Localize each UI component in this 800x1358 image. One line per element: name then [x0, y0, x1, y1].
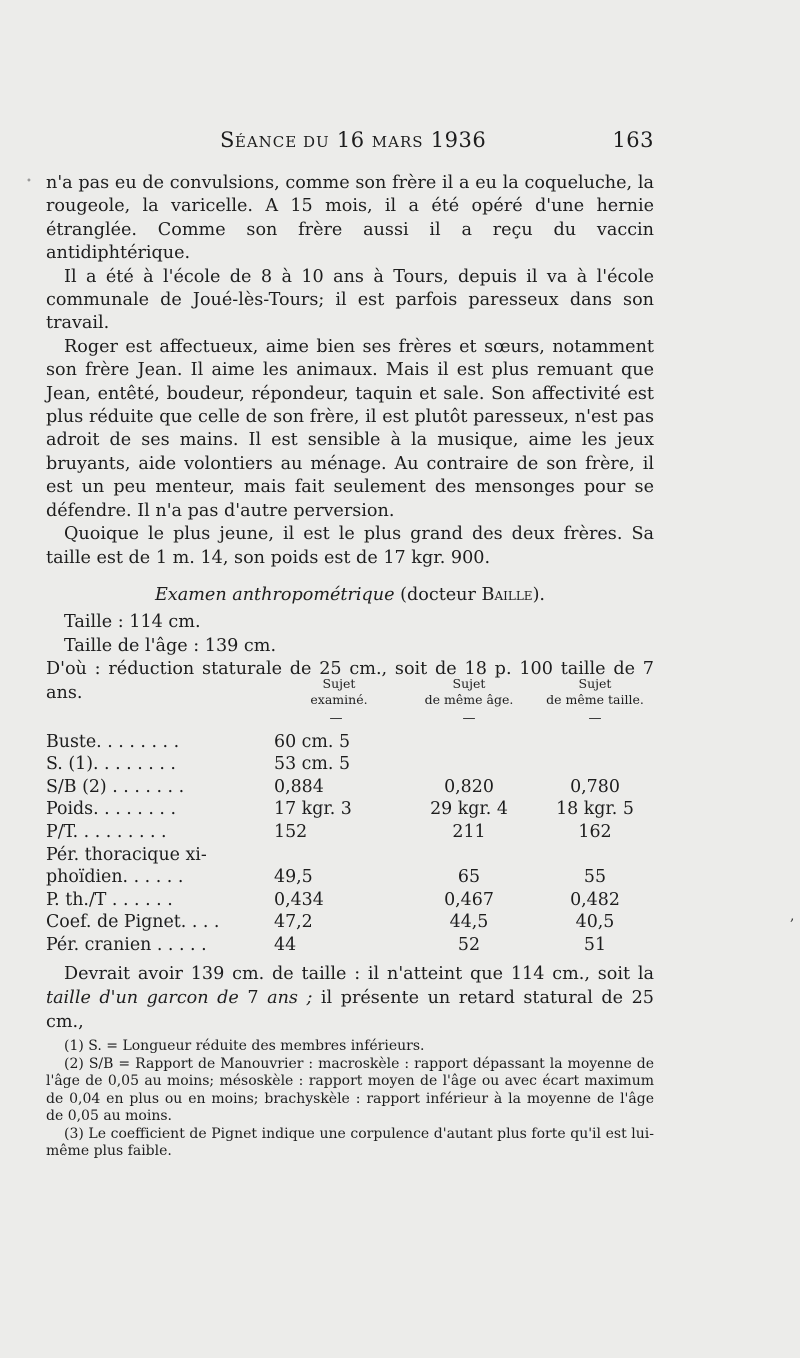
cell: 65 [457, 867, 481, 888]
row-label: S. (1). . . . . . . . [46, 754, 176, 775]
table-header-row [46, 676, 656, 708]
col-header-meme-taille: Sujet de même taille. [546, 676, 644, 707]
row-label: P. th./T . . . . . . [46, 889, 173, 910]
cell [268, 844, 404, 867]
dash: — [588, 711, 602, 726]
row-label: Buste. . . . . . . . [46, 731, 180, 752]
table-dash-row [46, 708, 656, 731]
exam-title: Examen anthropométrique (docteur Baille). [154, 584, 546, 605]
cell: 55 [583, 867, 607, 888]
footnote-1: (1) S. = Longueur réduite des membres inférieurs. [64, 1038, 425, 1054]
row-label: P/T. . . . . . . . . [46, 821, 167, 842]
paragraph: Quoique le plus jeune, il est le plus grand des deux frères. Sa taille est de 1 m. 14, son poids est de 17 kgr. 900. [46, 524, 654, 568]
cell: 60 cm. 5 [274, 731, 351, 752]
cell: 18 kgr. 5 [556, 799, 634, 820]
row-label: phoïdien. . . . . . [46, 867, 184, 888]
conclusion-text: Devrait avoir 139 cm. de taille : il n'atteint que 114 cm., soit la taille d'un garcon de 7 ans ; il présente un retard statural de 25 cm., [46, 964, 654, 1032]
cell: 44,5 [449, 912, 489, 933]
cell: 0,434 [274, 889, 324, 910]
measure-taille: Taille : 114 cm. [64, 612, 201, 633]
cell: 49,5 [274, 867, 313, 888]
cell [534, 753, 656, 776]
row-label: S/B (2) . . . . . . . [46, 776, 185, 797]
cell [404, 844, 534, 867]
cell [404, 753, 534, 776]
cell: 51 [583, 934, 607, 955]
measure-taille-age: Taille de l'âge : 139 cm. [64, 635, 277, 656]
cell: 40,5 [575, 912, 615, 933]
row-label: Pér. thoracique xi- [46, 844, 207, 865]
cell: 53 cm. 5 [274, 754, 351, 775]
cell [534, 844, 656, 867]
footnotes [46, 1038, 654, 1161]
page-number: 163 [612, 128, 654, 152]
dash: — [329, 711, 343, 726]
table-row [46, 753, 656, 776]
cell: 0,820 [444, 776, 494, 797]
paragraph: Il a été à l'école de 8 à 10 ans à Tours, depuis il va à l'école communale de Joué-lès-Tours; il est parfois paresseux dans son travail. [46, 266, 654, 334]
cell: 211 [452, 821, 486, 842]
table-row [46, 798, 656, 821]
table-row [46, 776, 656, 799]
row-label: Coef. de Pignet. . . . [46, 912, 220, 933]
cell: 152 [274, 821, 308, 842]
table-row [46, 821, 656, 844]
cell: 0,467 [444, 889, 494, 910]
footnote-2: (2) S/B = Rapport de Manouvrier : macroskèle : rapport dépassant la moyenne de l'âge de 0,05 au moins; mésoskèle : rapport moyen de l'âge ou avec écart maximum de 0,04 en plus ou en moins; brachyskèle : rapport inférieur à la moyenne de l'âge de 0,05 au moins. [46, 1055, 654, 1124]
edge-mark: , [790, 908, 795, 924]
col-header-meme-age: Sujet de même âge. [424, 676, 514, 707]
table-row [46, 889, 656, 912]
cell: 29 kgr. 4 [430, 799, 508, 820]
conclusion [46, 962, 654, 1034]
cell: 0,884 [274, 776, 324, 797]
cell: 0,482 [570, 889, 620, 910]
body-text [46, 172, 654, 705]
table-row [46, 866, 656, 889]
table-row [46, 911, 656, 934]
table-row [46, 844, 656, 867]
cell: 52 [457, 934, 481, 955]
table-row [46, 731, 656, 754]
anthropometric-table [46, 676, 656, 957]
cell [534, 731, 656, 754]
paragraph: Roger est affectueux, aime bien ses frères et sœurs, notamment son frère Jean. Il aime les animaux. Mais il est plus remuant que Jean, entêté, boudeur, répondeur, taquin et sale. Son affectivité est plus réduite que celle de son frère, il est plutôt paresseux, n'est pas adroit de ses mains. Il est sensible à la musique, aime les jeux bruyants, aide volontiers au ménage. Au contraire de son frère, il est un peu menteur, mais fait seulement des mensonges pour se défendre. Il n'a pas d'autre perversion. [46, 336, 654, 521]
row-label: Pér. cranien . . . . . [46, 934, 207, 955]
cell: 162 [578, 821, 612, 842]
dash: — [462, 711, 476, 726]
cell: 17 kgr. 3 [274, 799, 352, 820]
table-row [46, 934, 656, 957]
cell: 0,780 [570, 776, 620, 797]
footnote-3: (3) Le coefficient de Pignet indique une corpulence d'autant plus forte qu'il est lui-même plus faible. [46, 1125, 654, 1159]
measure-reduction: D'où : réduction staturale de 25 cm., soit de 18 p. 100 taille de 7 ans. [46, 659, 654, 703]
cell: 47,2 [274, 912, 313, 933]
cell [404, 731, 534, 754]
header-title: SÉANCE DU 16 MARS 1936 [220, 128, 487, 152]
col-header-examine: Sujet examiné. [310, 676, 368, 707]
paragraph: n'a pas eu de convulsions, comme son frère il a eu la coqueluche, la rougeole, la varicelle. A 15 mois, il a été opéré d'une hernie étranglée. Comme son frère aussi il a reçu du vaccin antidiphtérique. [46, 173, 654, 264]
margin-dot: • [26, 176, 32, 187]
cell: 44 [274, 934, 297, 955]
row-label: Poids. . . . . . . . [46, 799, 177, 820]
